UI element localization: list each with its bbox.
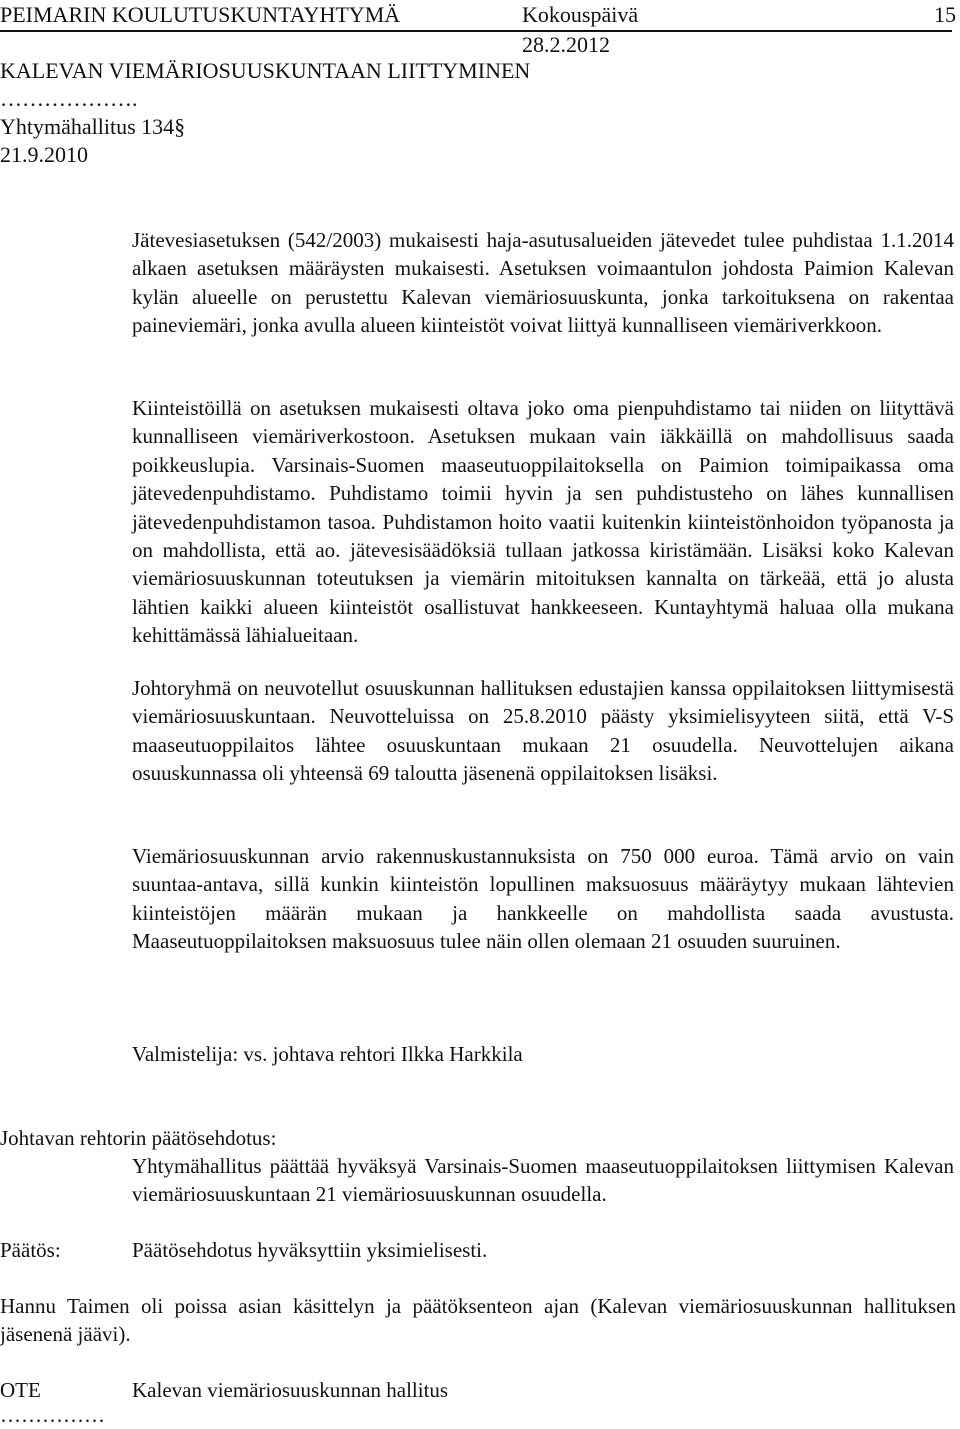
ote-recipient: Kalevan viemäriosuuskunnan hallitus: [132, 1378, 449, 1402]
header-rule: [0, 30, 952, 32]
preparer-line: Valmistelija: vs. johtava rehtori Ilkka Harkkila: [132, 1042, 523, 1066]
decision-label: Päätös:: [0, 1238, 61, 1262]
proposal-label: Johtavan rehtorin päätösehdotus:: [0, 1126, 277, 1150]
dotted-line: ……………….: [0, 86, 138, 111]
ote-dotted-line: ……………: [0, 1403, 105, 1427]
ote-label: OTE: [0, 1378, 41, 1402]
organization-name: PEIMARIN KOULUTUSKUNTAYHTYMÄ: [0, 2, 401, 27]
page-number: 15: [934, 2, 956, 27]
decision-reference: Yhtymähallitus 134§: [0, 114, 186, 139]
meeting-date: 28.2.2012: [522, 32, 610, 57]
decision-date: 21.9.2010: [0, 142, 88, 167]
paragraph-1: Jätevesiasetuksen (542/2003) mukaisesti haja-asutusalueiden jätevedet tulee puhdistaa 1.1.2014 alkaen asetuksen määräysten mukaisesti. Asetuksen voimaantulon johdosta Paimion Kalevan kylän alueelle on perustettu Kalevan viemäriosuuskunta, jonka tarkoituksena on rakentaa paineviemäri, jonka avulla alueen kiinteistöt voivat liittyä kunnalliseen viemäriverkkoon.: [132, 228, 954, 338]
disqualification-note: Hannu Taimen oli poissa asian käsittelyn ja päätöksenteon ajan (Kalevan viemäriosuuskunnan hallituksen jäsenenä jäävi).: [0, 1294, 956, 1346]
decision-text: Päätösehdotus hyväksyttiin yksimielisesti.: [132, 1238, 488, 1262]
paragraph-4: Viemäriosuuskunnan arvio rakennuskustannuksista on 750 000 euroa. Tämä arvio on vain suuntaa-antava, sillä kunkin kiinteistön lopullinen maksuosuus määräytyy mukaan lähtevien kiinteistöjen määrän mukaan ja hankkeelle on mahdollista saada avustusta. Maaseutuoppilaitoksen maksuosuus tulee näin ollen olemaan 21 osuuden suuruinen.: [132, 844, 954, 954]
agenda-subject: KALEVAN VIEMÄRIOSUUSKUNTAAN LIITTYMINEN: [0, 58, 531, 83]
paragraph-3: Johtoryhmä on neuvotellut osuuskunnan hallituksen edustajien kanssa oppilaitoksen liittymisestä viemäriosuuskuntaan. Neuvotteluissa on 25.8.2010 päästy yksimielisyyteen siitä, että V-S maaseutuoppilaitos lähtee osuuskuntaan mukaan 21 osuudella. Neuvottelujen aikana osuuskunnassa oli yhteensä 69 taloutta jäsenenä oppilaitoksen lisäksi.: [132, 676, 954, 786]
proposal-text: Yhtymähallitus päättää hyväksyä Varsinais-Suomen maaseutuoppilaitoksen liittymisen Kalevan viemäriosuuskuntaan 21 viemäriosuuskunnan osuudella.: [132, 1154, 954, 1206]
paragraph-2: Kiinteistöillä on asetuksen mukaisesti oltava joko oma pienpuhdistamo tai niiden on liityttävä kunnalliseen viemäriverkostoon. Asetuksen mukaan vain iäkkäillä on mahdollisuus saada poikkeuslupia. Varsinais-Suomen maaseutuoppilaitoksella on Paimion toimipaikassa oma jätevedenpuhdistamo. Puhdistamo toimii hyvin ja sen puhdistusteho on lähes kunnallisen jätevedenpuhdistamon tasoa. Puhdistamon hoito vaatii kuitenkin kiinteistönhoidon työpanosta ja on mahdollista, että ao. jätevesisäädöksiä tullaan jatkossa kiristämään. Lisäksi koko Kalevan viemäriosuuskunnan toteutuksen ja viemärin mitoituksen kannalta on tärkeää, että jo alusta lähtien kaikki alueen kiinteistöt osallistuvat hankkeeseen. Kuntayhtymä haluaa olla mukana kehittämässä lähialueitaan.: [132, 396, 954, 648]
meeting-date-label: Kokouspäivä: [522, 2, 639, 27]
